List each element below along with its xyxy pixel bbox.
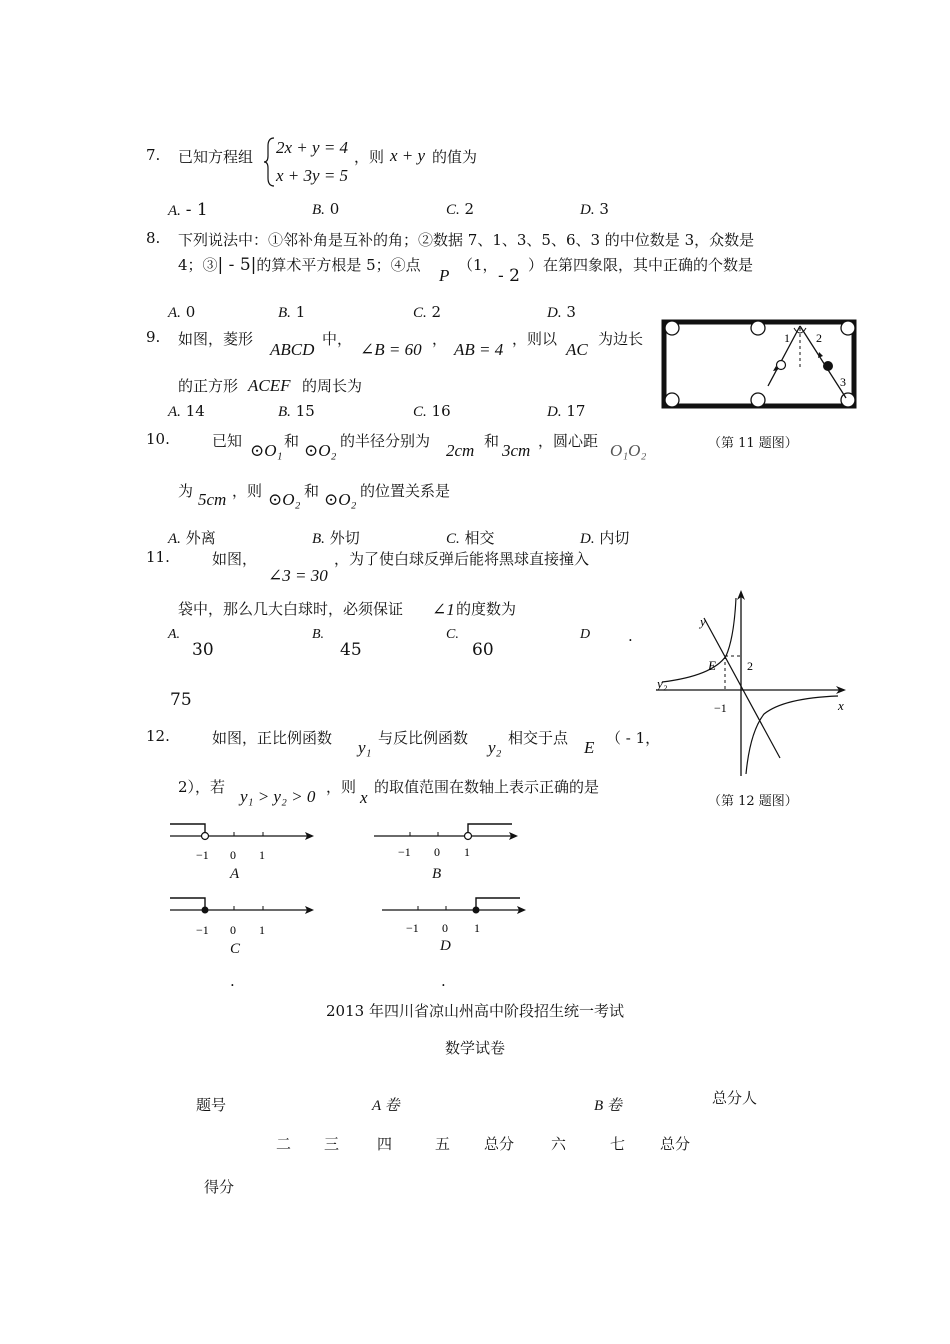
hyperbola-right [746,696,838,774]
q10-he-3: 和 [304,482,320,500]
score-col-5: 五 [435,1135,451,1153]
q12-inequality: y₁ > y₂ > 0 [240,787,316,806]
q8-option-d: D. 3 [547,303,576,321]
q10-radius-1: 2cm [446,441,475,460]
option-c-dot: . [230,972,235,990]
q10-option-b: B. 外切 [312,529,360,547]
q8-option-c: C. 2 [413,303,442,321]
q9-comma: ， [432,330,448,348]
option-d-label: D [440,938,451,954]
svg-text:−1: −1 [398,845,411,859]
q8-option-a: A. 0 [168,303,196,321]
q8-point-p: P [439,266,450,285]
q12-y1: y₁ [358,738,372,757]
q10-distance: 5cm [198,490,227,509]
score-col-3: 三 [324,1135,340,1153]
score-col-7: 七 [610,1135,626,1153]
q8-point-b: - 2 [498,266,520,286]
q11-text-post: ，为了使白球反弹后能将黑球直接撞入 [334,550,590,568]
option-a-label: A [230,866,240,882]
score-col-2: 二 [276,1135,292,1153]
number-line-b [372,818,522,864]
angle-2-label: 2 [816,331,822,345]
q7-equation-1: 2x + y = 4 [276,138,349,157]
q12-y2: y₂ [488,738,502,757]
q12-text-mid: 与反比例函数 [378,729,469,747]
q11-angle-3: ∠3 = 30 [268,566,328,585]
q11-line-2-a: 袋中，那么几大白球时，必须保证 [178,600,404,618]
score-col-6: 六 [551,1135,567,1153]
q9-ab: AB = 4 [454,340,504,359]
q11-text-pre: 如图， [212,550,258,568]
score-col-4: 四 [377,1135,393,1153]
q8-number: 8. [146,229,161,247]
line-y1 [704,618,780,758]
white-ball [777,361,786,370]
q12-x: x [360,788,368,807]
q7-option-d: D. 3 [580,200,609,218]
score-table-zongfenren: 总分人 [712,1089,758,1107]
q7-equation-2: x + 3y = 5 [276,166,349,185]
q9-option-b: B. 15 [278,402,315,420]
q11-option-d-label: D [580,627,591,642]
q9-number: 9. [146,328,161,346]
q9-rhombus: ABCD [270,340,315,359]
q10-text-pre: 已知 [212,432,243,450]
q11-figure [660,318,860,412]
q9-option-a: A. 14 [168,402,205,420]
q9-text-post: 为边长 [598,330,644,348]
svg-text:1: 1 [474,921,480,935]
q10-circle-o1: ⊙O₁ [250,441,283,460]
svg-text:0: 0 [442,921,448,935]
label-y1: y [700,614,706,629]
q7-text-post: 的值为 [432,148,478,166]
score-table-defen: 得分 [204,1178,235,1196]
q7-number: 7. [146,146,161,164]
q10-line-2-c: 的位置关系是 [360,482,451,500]
svg-text:−1: −1 [196,848,209,862]
exam-subject: 数学试卷 [444,1039,505,1057]
pocket-top-right [841,321,855,335]
label-e: E [708,658,716,673]
q7-option-a: A. - 1 [168,200,208,220]
score-table-a-juan: A 卷 [372,1098,400,1114]
svg-text:1: 1 [259,848,265,862]
score-table-b-juan: B 卷 [594,1098,622,1114]
q9-text-mid: ，则以 [512,330,558,348]
option-b-label: B [432,866,442,882]
q10-line-2-b: ，则 [232,482,263,500]
q9-text-pre: 如图，菱形 [178,330,254,348]
pocket-bottom-left [665,393,679,407]
q10-circle-o2-2: ⊙O₂ [268,490,301,509]
label-two: 2 [747,659,753,673]
number-line-c [168,890,318,936]
q10-text-mid-2: ，圆心距 [538,432,599,450]
svg-text:0: 0 [230,923,236,936]
svg-text:0: 0 [230,848,236,862]
q10-radius-2: 3cm [502,441,531,460]
q12-figure [652,586,852,782]
svg-text:0: 0 [434,845,440,859]
q7-brace [262,136,276,188]
q10-circle-o2: ⊙O₂ [304,441,337,460]
q9-line-2-b: 的周长为 [302,377,363,395]
q11-option-b-label: B. [312,627,325,642]
q10-option-d: D. 内切 [580,529,630,547]
q12-point-coords: （ - 1， [606,729,661,747]
q8-line-2: 4；③| - 5|的算术平方根是 5；④点 [178,255,421,275]
q8-point-a: （1， [458,256,498,274]
q11-number: 11. [146,548,170,566]
q7-text-mid: ，则 [354,148,385,166]
q12-number: 12. [146,727,170,745]
q11-option-b-value: 45 [340,640,362,660]
pocket-bottom-right [841,393,855,407]
q11-option-c-value: 60 [472,640,494,660]
q9-zhong: 中， [322,330,353,348]
q11-option-a-label: A. [168,627,181,642]
q9-line-2-a: 的正方形 [178,377,239,395]
q12-caption: （第 12 题图） [708,794,798,809]
q10-he: 和 [284,432,300,450]
q7-option-b: B. 0 [312,200,340,218]
option-c-label: C [230,941,241,957]
svg-text:1: 1 [259,923,265,936]
svg-text:−1: −1 [196,923,209,936]
black-ball [823,361,833,371]
number-line-d [380,890,530,936]
q12-line-2-b: ，则 [326,778,357,796]
q11-option-d-dot: . [628,627,633,645]
svg-text:1: 1 [464,845,470,859]
q12-line-2-c: 的取值范围在数轴上表示正确的是 [374,778,600,796]
q9-option-c: C. 16 [413,402,451,420]
q10-center-distance: O₁O₂ [610,441,647,460]
q10-number: 10. [146,430,170,448]
score-col-total-a: 总分 [484,1135,515,1153]
pocket-top-left [665,321,679,335]
score-table-tihao: 题号 [196,1096,227,1114]
q8-line-1: 下列说法中：①邻补角是互补的角；②数据 7、1、3、5、6、3 的中位数是 3，众数是 [178,231,755,249]
q7-expr: x + y [390,146,426,165]
q11-caption: （第 11 题图） [708,436,798,451]
q11-option-a-value: 30 [192,640,214,660]
q7-option-c: C. 2 [446,200,475,218]
q11-angle-1: ∠1 [432,600,455,619]
svg-text:−1: −1 [406,921,419,935]
q9-square: ACEF [248,376,291,395]
q10-option-a: A. 外离 [168,529,216,547]
q10-line-2-a: 为 [178,482,194,500]
q8-line-2-end: ）在第四象限，其中正确的个数是 [528,256,754,274]
q12-text-mid-2: 相交于点 [508,729,569,747]
pocket-bottom-mid [751,393,765,407]
label-neg1: −1 [714,701,727,715]
score-col-total-b: 总分 [660,1135,691,1153]
exam-title: 2013 年四川省凉山州高中阶段招生统一考试 [326,1002,624,1020]
q9-ac: AC [566,340,588,359]
pocket-top-mid [751,321,765,335]
angle-1-label: 1 [784,331,790,345]
q11-option-c-label: C. [446,627,459,642]
q10-he-2: 和 [484,432,500,450]
q11-option-d-value: 75 [170,690,192,710]
q10-option-c: C. 相交 [446,529,495,547]
q8-option-b: B. 1 [278,303,306,321]
q11-line-2-b: 的度数为 [456,600,517,618]
q12-line-2-a: 2），若 [178,778,226,796]
label-x: x [838,698,844,713]
number-line-a [168,818,318,864]
q9-angle-b: ∠B = 60 [360,340,422,359]
q9-option-d: D. 17 [547,402,586,420]
q7-text-pre: 已知方程组 [178,148,254,166]
angle-3-label: 3 [840,375,846,389]
q12-point-e: E [584,738,595,757]
label-y2: y₂ [657,676,668,691]
q10-text-mid: 的半径分别为 [340,432,431,450]
option-d-dot: . [441,972,446,990]
q12-text-pre: 如图，正比例函数 [212,729,333,747]
q10-circle-o2-3: ⊙O₂ [324,490,357,509]
